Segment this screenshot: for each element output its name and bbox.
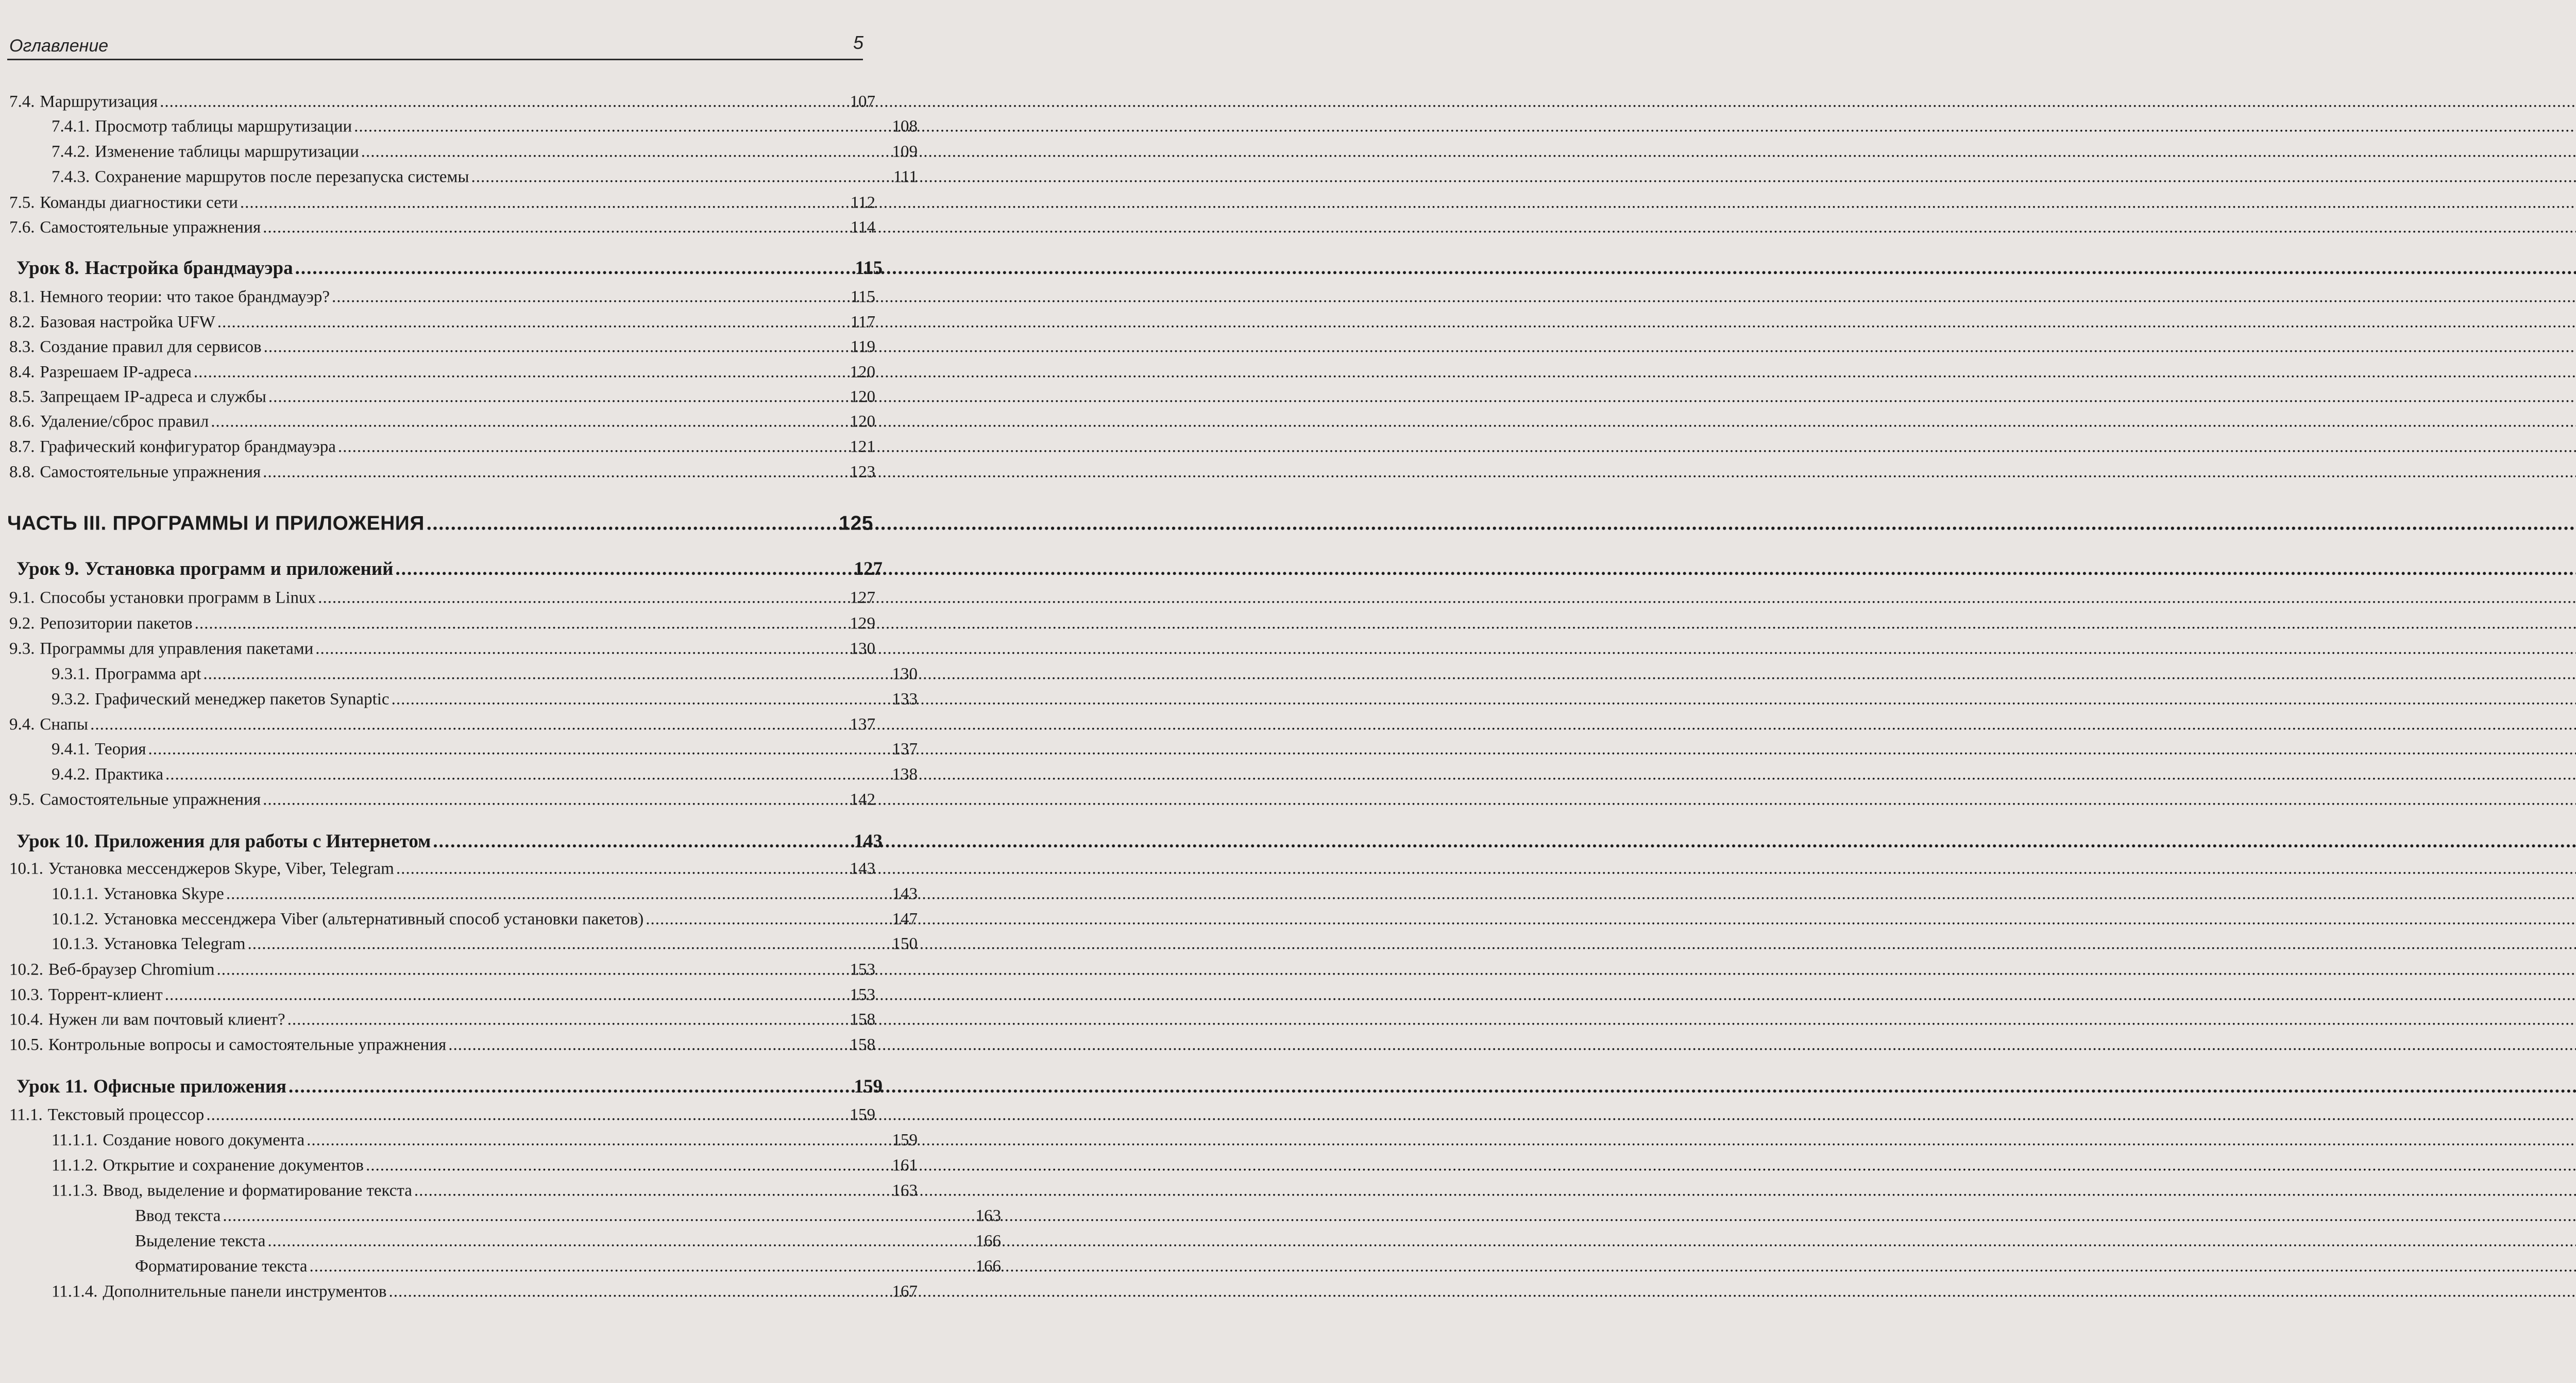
entry-page-number: 143	[854, 831, 883, 852]
entry-number: 11.1.4.	[52, 1282, 98, 1301]
entry-number: 9.3.	[9, 639, 35, 658]
toc-entry	[0, 1105, 906, 1124]
toc-entry	[0, 1010, 906, 1029]
entry-title: Маршрутизация	[40, 92, 158, 111]
toc-entry	[0, 167, 948, 186]
entry-title: Создание правил для сервисов	[40, 337, 262, 356]
entry-number: 11.1.2.	[52, 1156, 98, 1175]
dot-leader	[194, 363, 848, 382]
dot-leader	[217, 960, 848, 979]
entry-page-number: 150	[892, 934, 918, 953]
entry-page-number: 137	[892, 740, 918, 759]
entry-number: ЧАСТЬ III.	[7, 512, 107, 535]
entry-number: 9.3.2.	[52, 690, 90, 709]
entry-title: Установка Skype	[103, 884, 224, 903]
toc-part-entry	[0, 512, 904, 535]
dot-leader	[203, 664, 890, 684]
entry-page-number: 143	[850, 859, 875, 878]
dot-leader	[206, 1105, 848, 1124]
entry-number: 10.1.3.	[52, 934, 98, 953]
dot-leader	[148, 740, 890, 759]
toc-entry	[0, 639, 906, 658]
entry-title: Сохранение маршрутов после перезапуска системы	[95, 167, 469, 186]
toc-entry	[0, 1282, 948, 1301]
entry-number: 10.3.	[9, 985, 43, 1004]
entry-number: 9.4.2.	[52, 765, 90, 784]
running-header-title: Оглавление	[9, 36, 109, 56]
dot-leader	[165, 985, 848, 1004]
entry-page-number: 147	[892, 910, 918, 929]
toc-entry	[0, 790, 906, 809]
entry-title: Установка мессенджеров Skype, Viber, Telegram	[48, 859, 394, 878]
dot-leader	[392, 690, 890, 709]
entry-title: Текстовый процессор	[47, 1105, 205, 1124]
entry-title: Открытие и сохранение документов	[103, 1156, 364, 1175]
entry-title: Графический менеджер пакетов Synaptic	[95, 690, 389, 709]
entry-page-number: 167	[892, 1282, 918, 1301]
entry-page-number: 159	[892, 1131, 918, 1150]
entry-number: Урок 11.	[16, 1076, 88, 1098]
entry-page-number: 112	[850, 193, 875, 212]
dot-leader	[646, 910, 890, 929]
dot-leader	[388, 1282, 890, 1301]
entry-number: 7.4.3.	[52, 167, 90, 186]
entry-number: 8.2.	[9, 313, 35, 332]
toc-lesson-entry	[0, 830, 913, 852]
toc-lesson-entry	[0, 257, 913, 279]
dot-leader	[165, 765, 890, 784]
entry-title: Приложения для работы с Интернетом	[94, 831, 431, 852]
entry-title: Установка программ и приложений	[84, 558, 394, 580]
entry-page-number: 127	[854, 558, 883, 580]
toc-entry	[0, 363, 906, 382]
entry-title: Способы установки программ в Linux	[40, 588, 316, 607]
entry-title: Практика	[95, 765, 163, 784]
dot-leader	[90, 715, 848, 734]
entry-title: Форматирование текста	[135, 1257, 308, 1276]
entry-title: Офисные приложения	[93, 1076, 287, 1098]
entry-title: Установка мессенджера Viber (альтернативный способ установки пакетов)	[103, 910, 644, 929]
dot-leader	[217, 313, 849, 332]
entry-number: 8.1.	[9, 287, 35, 306]
toc-entry	[0, 387, 906, 406]
entry-page-number: 166	[975, 1257, 1001, 1276]
entry-page-number: 153	[850, 985, 875, 1004]
entry-title: Контрольные вопросы и самостоятельные упражнения	[48, 1035, 447, 1054]
toc-entry	[0, 690, 948, 709]
entry-page-number: 117	[850, 313, 875, 332]
entry-number: 10.1.	[9, 859, 43, 878]
entry-page-number: 166	[975, 1232, 1001, 1251]
entry-page-number: 138	[892, 765, 918, 784]
entry-title: Ввод текста	[135, 1206, 221, 1225]
toc-entry	[0, 910, 948, 929]
toc-entry	[0, 1156, 948, 1175]
entry-title: Запрещаем IP-адреса и службы	[40, 387, 266, 406]
dot-leader	[471, 167, 891, 186]
entry-number: 10.1.1.	[52, 884, 98, 903]
toc-entry	[0, 193, 906, 212]
entry-number: 8.6.	[9, 412, 35, 431]
dot-leader	[263, 463, 848, 482]
toc-entry	[0, 588, 906, 607]
table-of-contents	[0, 0, 1001, 1383]
entry-number: 7.6.	[9, 218, 35, 237]
entry-page-number: 158	[850, 1035, 875, 1054]
entry-title: Торрент-клиент	[48, 985, 163, 1004]
dot-leader	[395, 558, 852, 580]
dot-leader	[310, 1257, 974, 1276]
toc-entry	[0, 412, 906, 431]
entry-title: Изменение таблицы маршрутизации	[95, 142, 359, 161]
entry-number: 11.1.	[9, 1105, 43, 1124]
entry-title: Создание нового документа	[103, 1131, 305, 1150]
entry-title: Самостоятельные упражнения	[40, 463, 261, 482]
toc-entry	[0, 664, 948, 684]
entry-page-number: 133	[892, 690, 918, 709]
entry-title: Удаление/сброс правил	[40, 412, 209, 431]
entry-number: 8.8.	[9, 463, 35, 482]
toc-entry	[0, 765, 948, 784]
entry-page-number: 127	[850, 588, 875, 607]
toc-entry	[0, 218, 906, 237]
entry-number: 9.5.	[9, 790, 35, 809]
entry-page-number: 159	[850, 1105, 875, 1124]
dot-leader	[433, 830, 852, 852]
toc-lesson-entry	[0, 1075, 913, 1098]
dot-leader	[268, 387, 848, 406]
entry-number: 7.4.	[9, 92, 35, 111]
entry-page-number: 130	[892, 664, 918, 684]
entry-number: 10.2.	[9, 960, 43, 979]
dot-leader	[240, 193, 849, 212]
entry-title: Программы для управления пакетами	[40, 639, 314, 658]
entry-page-number: 107	[850, 92, 875, 111]
dot-leader	[332, 287, 849, 306]
entry-page-number: 143	[892, 884, 918, 903]
entry-page-number: 123	[850, 463, 875, 482]
dot-leader	[338, 437, 848, 456]
dot-leader	[247, 934, 890, 953]
entry-page-number: 125	[839, 512, 873, 535]
entry-number: 8.5.	[9, 387, 35, 406]
entry-number: 7.4.2.	[52, 142, 90, 161]
dot-leader	[287, 1010, 848, 1029]
dot-leader	[361, 142, 890, 161]
entry-title: ПРОГРАММЫ И ПРИЛОЖЕНИЯ	[112, 512, 425, 535]
toc-entry	[0, 1131, 948, 1150]
entry-page-number: 115	[855, 258, 883, 279]
toc-entry	[0, 117, 948, 136]
toc-entry	[0, 1035, 906, 1054]
toc-entry	[0, 960, 906, 979]
entry-number: 10.4.	[9, 1010, 43, 1029]
toc-entry	[0, 934, 948, 953]
entry-page-number: 120	[850, 387, 875, 406]
entry-page-number: 108	[892, 117, 918, 136]
dot-leader	[396, 859, 848, 878]
entry-number: 7.5.	[9, 193, 35, 212]
entry-number: 9.4.	[9, 715, 35, 734]
entry-page-number: 161	[892, 1156, 918, 1175]
entry-number: 9.4.1.	[52, 740, 90, 759]
entry-page-number: 120	[850, 363, 875, 382]
entry-page-number: 159	[854, 1076, 883, 1098]
entry-number: Урок 10.	[16, 831, 89, 852]
entry-title: Настройка брандмауэра	[84, 258, 293, 279]
toc-entry	[0, 985, 906, 1004]
entry-number: 8.7.	[9, 437, 35, 456]
toc-page	[0, 0, 1001, 1383]
toc-entry	[0, 287, 906, 306]
dot-leader	[354, 117, 890, 136]
entry-title: Графический конфигуратор брандмауэра	[40, 437, 336, 456]
toc-entry	[0, 614, 906, 633]
dot-leader	[226, 884, 890, 903]
toc-entry	[0, 92, 906, 111]
entry-title: Самостоятельные упражнения	[40, 218, 261, 237]
entry-number: 11.1.1.	[52, 1131, 98, 1150]
dot-leader	[263, 790, 848, 809]
entry-title: Установка Telegram	[103, 934, 246, 953]
dot-leader	[295, 257, 853, 279]
entry-number: 10.1.2.	[52, 910, 98, 929]
entry-title: Базовая настройка UFW	[40, 313, 215, 332]
entry-page-number: 137	[850, 715, 875, 734]
entry-title: Самостоятельные упражнения	[40, 790, 261, 809]
toc-entry	[0, 437, 906, 456]
toc-entry	[0, 1232, 1032, 1251]
entry-title: Репозитории пакетов	[40, 614, 193, 633]
entry-number: 9.1.	[9, 588, 35, 607]
dot-leader	[448, 1035, 848, 1054]
toc-entry	[0, 1257, 1032, 1276]
toc-lesson-entry	[0, 558, 913, 580]
dot-leader	[160, 92, 848, 111]
entry-number: 11.1.3.	[52, 1181, 98, 1200]
entry-title: Разрешаем IP-адреса	[40, 363, 192, 382]
entry-title: Немного теории: что такое брандмауэр?	[40, 287, 330, 306]
entry-page-number: 120	[850, 412, 875, 431]
entry-page-number: 109	[892, 142, 918, 161]
entry-page-number: 121	[850, 437, 875, 456]
entry-title: Команды диагностики сети	[40, 193, 238, 212]
dot-leader	[318, 588, 848, 607]
entry-number: 9.3.1.	[52, 664, 90, 684]
dot-leader	[267, 1232, 973, 1251]
entry-page-number: 129	[850, 614, 875, 633]
toc-entry	[0, 1206, 1032, 1225]
entry-page-number: 130	[850, 639, 875, 658]
entry-title: Теория	[95, 740, 146, 759]
entry-page-number: 142	[850, 790, 875, 809]
entry-title: Нужен ли вам почтовый клиент?	[48, 1010, 285, 1029]
dot-leader	[263, 218, 849, 237]
entry-title: Программа apt	[95, 664, 201, 684]
entry-number: 8.4.	[9, 363, 35, 382]
entry-title: Просмотр таблицы маршрутизации	[95, 117, 352, 136]
entry-page-number: 163	[975, 1206, 1001, 1225]
dot-leader	[264, 337, 849, 356]
dot-leader	[307, 1131, 890, 1150]
entry-number: 8.3.	[9, 337, 35, 356]
dot-leader	[427, 512, 837, 535]
entry-page-number: 114	[850, 218, 875, 237]
entry-title: Веб-браузер Chromium	[48, 960, 215, 979]
entry-page-number: 111	[893, 167, 918, 186]
toc-entry	[0, 884, 948, 903]
page-number: 5	[853, 32, 863, 53]
dot-leader	[366, 1156, 890, 1175]
toc-entry	[0, 740, 948, 759]
entry-title: Ввод, выделение и форматирование текста	[103, 1181, 412, 1200]
entry-title: Снапы	[40, 715, 89, 734]
entry-page-number: 153	[850, 960, 875, 979]
dot-leader	[289, 1075, 852, 1098]
toc-entry	[0, 859, 906, 878]
dot-leader	[211, 412, 848, 431]
toc-entry	[0, 463, 906, 482]
toc-entry	[0, 142, 948, 161]
entry-page-number: 163	[892, 1181, 918, 1200]
toc-entry	[0, 337, 906, 356]
toc-entry	[0, 1181, 948, 1200]
entry-number: 9.2.	[9, 614, 35, 633]
toc-entry	[0, 313, 906, 332]
entry-page-number: 158	[850, 1010, 875, 1029]
entry-title: Дополнительные панели инструментов	[103, 1282, 387, 1301]
entry-number: Урок 8.	[16, 258, 79, 279]
entry-page-number: 115	[850, 287, 875, 306]
entry-number: Урок 9.	[16, 558, 79, 580]
entry-page-number: 119	[850, 337, 875, 356]
dot-leader	[315, 639, 848, 658]
dot-leader	[223, 1206, 973, 1225]
entry-number: 10.5.	[9, 1035, 43, 1054]
toc-entry	[0, 715, 906, 734]
entry-title: Выделение текста	[135, 1232, 266, 1251]
dot-leader	[195, 614, 848, 633]
entry-number: 7.4.1.	[52, 117, 90, 136]
dot-leader	[414, 1181, 890, 1200]
